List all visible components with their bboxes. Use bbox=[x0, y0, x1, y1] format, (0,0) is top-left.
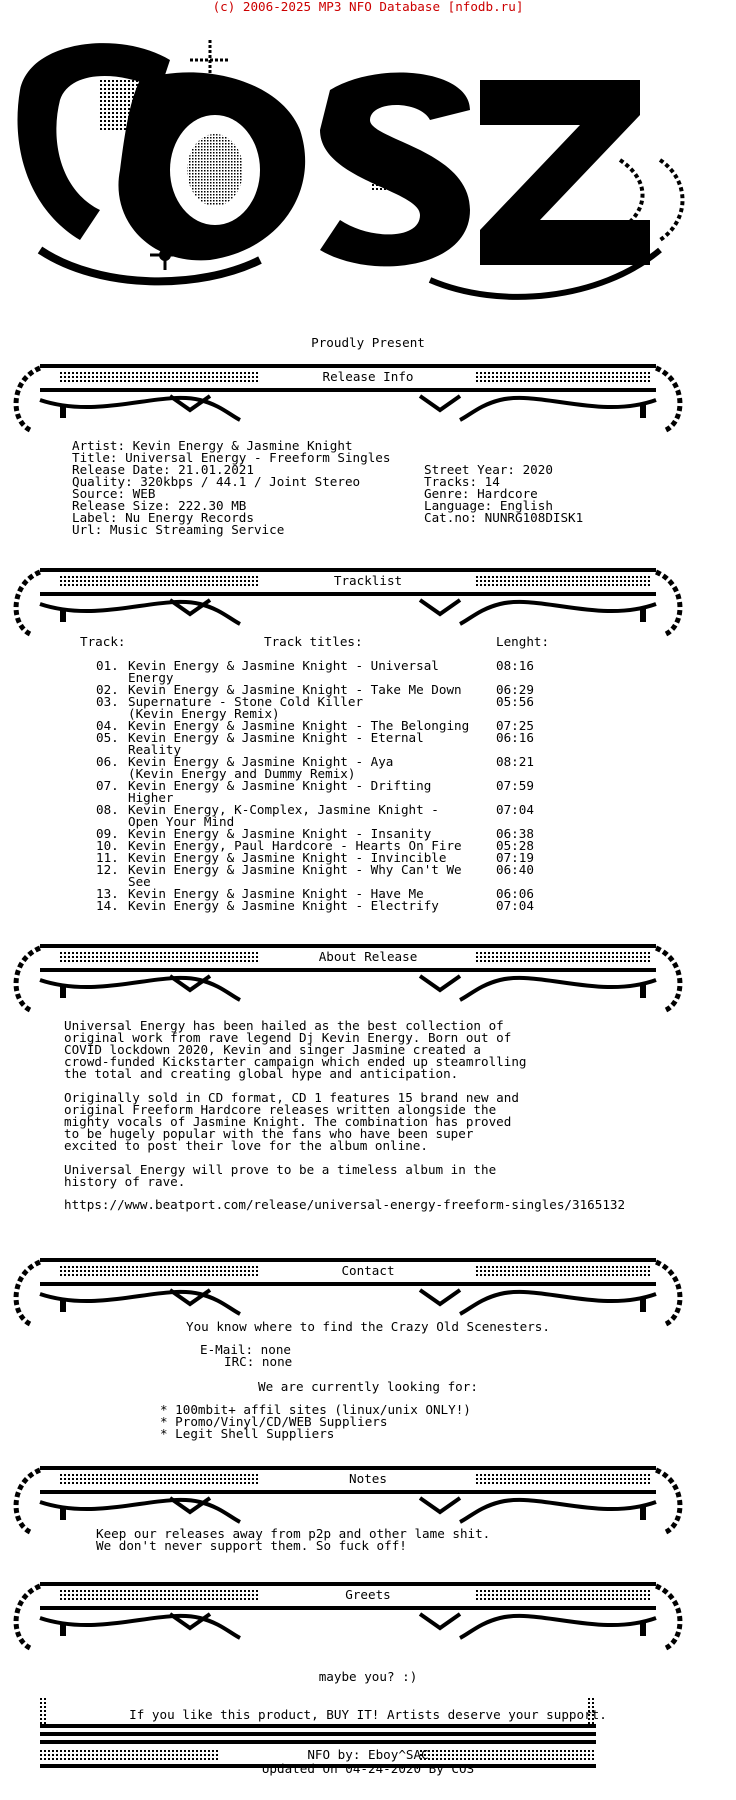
logo-letter-s bbox=[320, 73, 470, 267]
track-number: 06. bbox=[96, 754, 119, 769]
track-title: Kevin Energy & Jasmine Knight - The Belonging bbox=[128, 718, 470, 733]
greets-heading: Greets bbox=[345, 1587, 391, 1602]
track-title: Reality bbox=[128, 742, 182, 757]
release-language: Language: English bbox=[424, 498, 553, 513]
tracklist-col-track: Track: bbox=[80, 634, 126, 649]
nfo-by: NFO by: Eboy^SAC bbox=[307, 1747, 429, 1762]
track-length: 06:40 bbox=[496, 862, 534, 877]
about-banner bbox=[0, 940, 736, 1033]
track-title: Energy bbox=[128, 670, 174, 685]
contact-item-3: * Legit Shell Suppliers bbox=[160, 1426, 335, 1441]
tracklist-col-titles: Track titles: bbox=[264, 634, 363, 649]
release-source: Source: WEB bbox=[72, 486, 156, 501]
track-number: 01. bbox=[96, 658, 119, 673]
greets-maybe: maybe you? :) bbox=[318, 1669, 418, 1684]
logo-letter-z bbox=[480, 80, 650, 265]
track-length: 07:04 bbox=[496, 898, 534, 913]
group-logo-art bbox=[0, 20, 736, 350]
release-quality: Quality: 320kbps / 44.1 / Joint Stereo bbox=[72, 474, 361, 489]
release-genre: Genre: Hardcore bbox=[424, 486, 538, 501]
track-number: 10. bbox=[96, 838, 119, 853]
track-title: Kevin Energy & Jasmine Knight - Universal bbox=[128, 658, 439, 673]
release-label: Label: Nu Energy Records bbox=[72, 510, 254, 525]
tracklist-heading: Tracklist bbox=[333, 573, 403, 588]
contact-looking: We are currently looking for: bbox=[258, 1379, 478, 1394]
track-title: (Kevin Energy and Dummy Remix) bbox=[128, 766, 356, 781]
release-artist: Artist: Kevin Energy & Jasmine Knight bbox=[72, 438, 353, 453]
track-length: 06:16 bbox=[496, 730, 534, 745]
track-title: Kevin Energy & Jasmine Knight - Why Can't We bbox=[128, 862, 462, 877]
about-line: COVID lockdown 2020, Kevin and singer Jasmine created a bbox=[64, 1042, 482, 1057]
track-number: 07. bbox=[96, 778, 119, 793]
greets-banner bbox=[0, 1578, 736, 1668]
about-line: mighty vocals of Jasmine Knight. The combination has proved bbox=[64, 1114, 512, 1129]
release-title: Title: Universal Energy - Freeform Singles bbox=[72, 450, 391, 465]
track-number: 03. bbox=[96, 694, 119, 709]
track-number: 04. bbox=[96, 718, 119, 733]
release-size: Release Size: 222.30 MB bbox=[72, 498, 247, 513]
release-street-year: Street Year: 2020 bbox=[424, 462, 553, 477]
release-catno: Cat.no: NUNRG108DISK1 bbox=[424, 510, 584, 525]
track-length: 07:59 bbox=[496, 778, 534, 793]
track-title: Kevin Energy, K-Complex, Jasmine Knight - bbox=[128, 802, 439, 817]
contact-intro: You know where to find the Crazy Old Scenesters. bbox=[186, 1319, 550, 1334]
release-date: Release Date: 21.01.2021 bbox=[72, 462, 254, 477]
nfo-database-header: (c) 2006-2025 MP3 NFO Database [nfodb.ru] bbox=[212, 0, 524, 14]
updated-on: Updated On 04-24-2020 By COS bbox=[261, 1761, 475, 1776]
track-title: Supernature - Stone Cold Killer bbox=[128, 694, 364, 709]
track-title: Kevin Energy & Jasmine Knight - Insanity bbox=[128, 826, 432, 841]
about-line: excited to post their love for the album online. bbox=[64, 1138, 428, 1153]
track-title: Kevin Energy & Jasmine Knight - Eternal bbox=[128, 730, 424, 745]
contact-irc: IRC: none bbox=[224, 1354, 293, 1369]
track-number: 13. bbox=[96, 886, 119, 901]
contact-item-1: * 100mbit+ affil sites (linux/unix ONLY!) bbox=[160, 1402, 471, 1417]
track-title: Open Your Mind bbox=[128, 814, 235, 829]
track-title: Kevin Energy, Paul Hardcore - Hearts On Fire bbox=[128, 838, 462, 853]
track-title: Kevin Energy & Jasmine Knight - Invincible bbox=[128, 850, 447, 865]
contact-heading: Contact bbox=[341, 1263, 395, 1278]
track-title: (Kevin Energy Remix) bbox=[128, 706, 280, 721]
track-number: 05. bbox=[96, 730, 119, 745]
tracklist-col-length: Lenght: bbox=[496, 634, 550, 649]
track-title: Kevin Energy & Jasmine Knight - Take Me Down bbox=[128, 682, 462, 697]
track-title: Kevin Energy & Jasmine Knight - Have Me bbox=[128, 886, 424, 901]
track-length: 07:19 bbox=[496, 850, 534, 865]
notes-line-1: Keep our releases away from p2p and other lame shit. bbox=[96, 1526, 491, 1541]
about-heading: About Release bbox=[318, 949, 418, 964]
track-title: Kevin Energy & Jasmine Knight - Drifting bbox=[128, 778, 432, 793]
track-number: 02. bbox=[96, 682, 119, 697]
track-length: 06:38 bbox=[496, 826, 534, 841]
about-line: crowd-funded Kickstarter campaign which ended up steamrolling bbox=[64, 1054, 527, 1069]
about-line: Universal Energy will prove to be a timeless album in the bbox=[64, 1162, 497, 1177]
track-title: Kevin Energy & Jasmine Knight - Aya bbox=[128, 754, 394, 769]
track-number: 08. bbox=[96, 802, 119, 817]
about-line: the total and creating global hype and anticipation. bbox=[64, 1066, 459, 1081]
track-length: 07:25 bbox=[496, 718, 534, 733]
release-info-heading: Release Info bbox=[322, 369, 414, 384]
track-number: 12. bbox=[96, 862, 119, 877]
about-line: Universal Energy has been hailed as the best collection of bbox=[64, 1018, 504, 1033]
track-number: 09. bbox=[96, 826, 119, 841]
about-line: to be hugely popular with the fans who have been super bbox=[64, 1126, 474, 1141]
release-tracks: Tracks: 14 bbox=[424, 474, 500, 489]
proudly-present: Proudly Present bbox=[311, 335, 425, 350]
logo-letter-o bbox=[118, 72, 305, 260]
contact-item-2: * Promo/Vinyl/CD/WEB Suppliers bbox=[160, 1414, 388, 1429]
track-title: Higher bbox=[128, 790, 174, 805]
about-line: history of rave. bbox=[64, 1174, 186, 1189]
beatport-link[interactable]: https://www.beatport.com/release/universal-energy-freeform-singles/3165132 bbox=[64, 1197, 626, 1212]
track-length: 05:56 bbox=[496, 694, 534, 709]
track-title: Kevin Energy & Jasmine Knight - Electrify bbox=[128, 898, 439, 913]
release-url: Url: Music Streaming Service bbox=[72, 522, 285, 537]
notes-heading: Notes bbox=[349, 1471, 387, 1486]
track-number: 14. bbox=[96, 898, 119, 913]
about-line: Originally sold in CD format, CD 1 features 15 brand new and bbox=[64, 1090, 519, 1105]
about-line: original Freeform Hardcore releases written alongside the bbox=[64, 1102, 497, 1117]
release-info-banner bbox=[0, 360, 736, 453]
contact-email: E-Mail: none bbox=[200, 1342, 291, 1357]
track-number: 11. bbox=[96, 850, 119, 865]
track-length: 06:06 bbox=[496, 886, 534, 901]
greets-buy-it: If you like this product, BUY IT! Artists deserve your support. bbox=[129, 1707, 607, 1722]
track-title: See bbox=[128, 874, 151, 889]
track-length: 06:29 bbox=[496, 682, 534, 697]
notes-line-2: We don't never support them. So fuck off! bbox=[96, 1538, 407, 1553]
track-length: 07:04 bbox=[496, 802, 534, 817]
about-line: original work from rave legend Dj Kevin Energy. Born out of bbox=[64, 1030, 512, 1045]
track-length: 08:21 bbox=[496, 754, 534, 769]
track-length: 05:28 bbox=[496, 838, 534, 853]
track-length: 08:16 bbox=[496, 658, 534, 673]
